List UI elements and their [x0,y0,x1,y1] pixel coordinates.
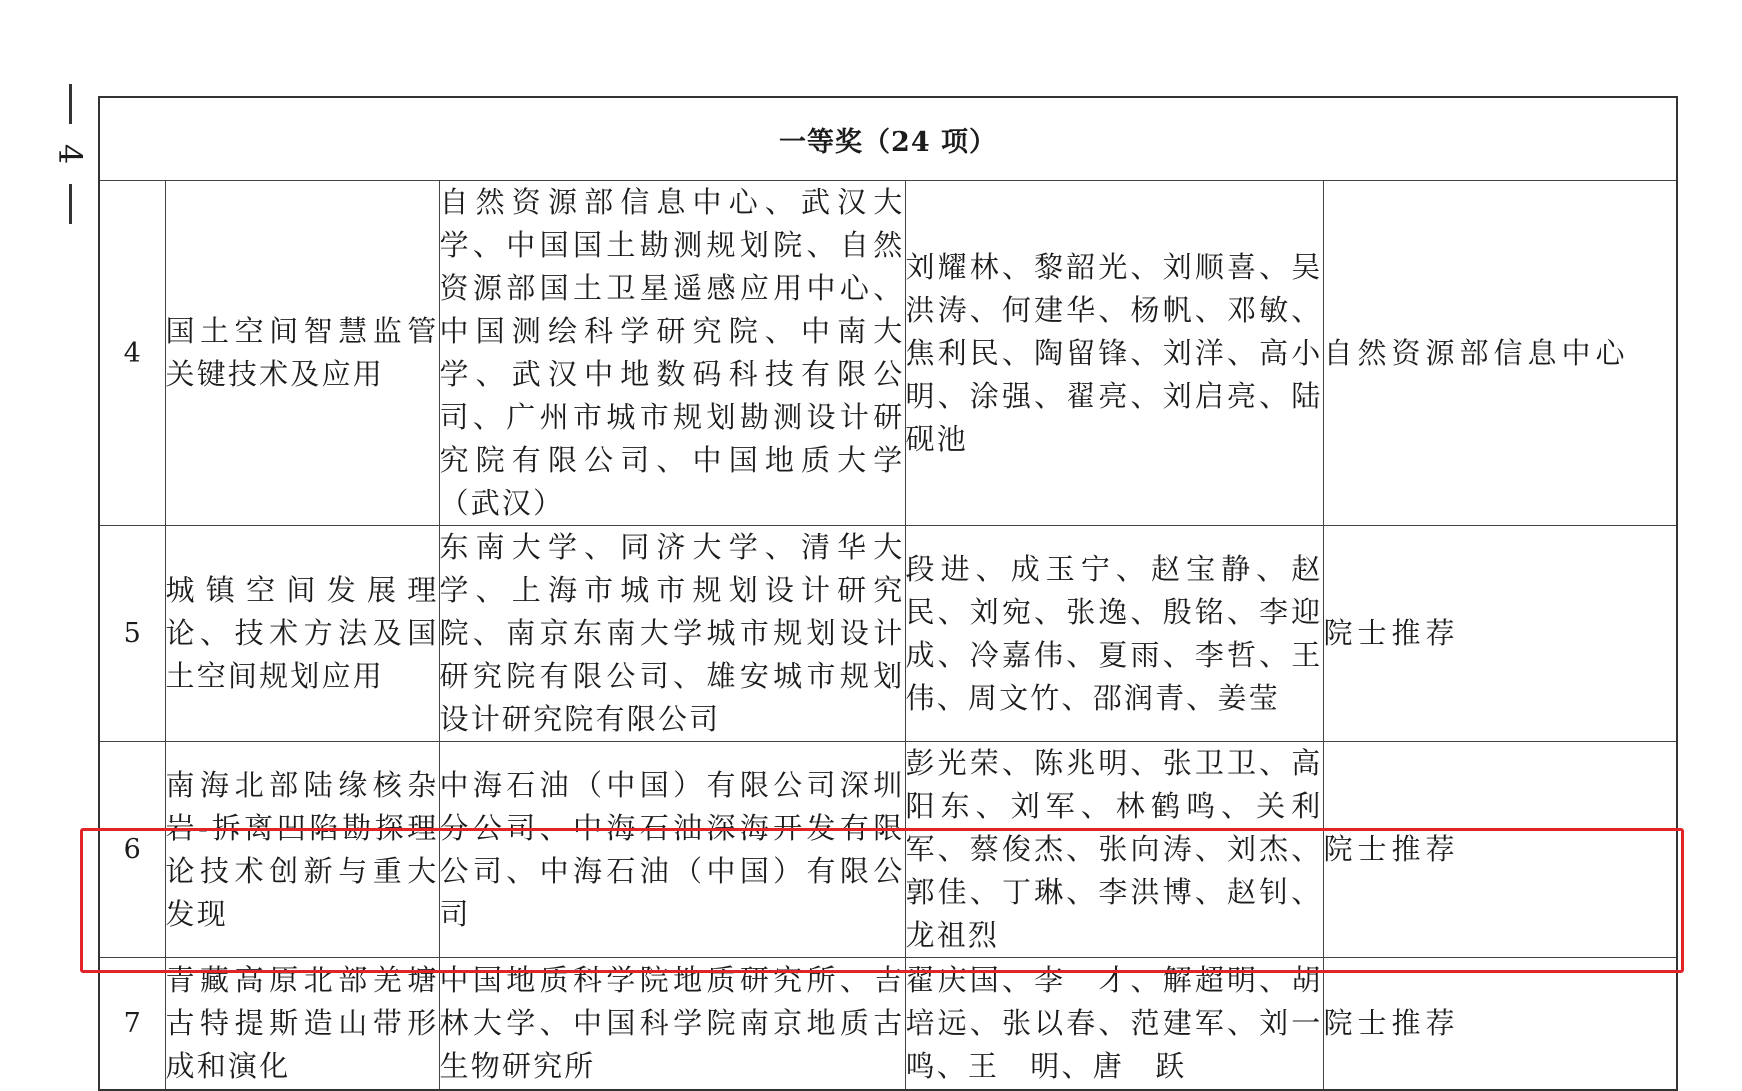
page-number-dash-top [69,84,72,124]
project-name: 城镇空间发展理论、技术方法及国土空间规划应用 [165,526,439,742]
completing-persons: 刘耀林、黎韶光、刘顺喜、吴洪涛、何建华、杨帆、邓敏、焦利民、陶留锋、刘洋、高小明、涂强、翟亮、刘启亮、陆砚池 [905,181,1323,526]
row-index: 6 [99,742,165,958]
completing-units: 中国地质科学院地质研究所、吉林大学、中国科学院南京地质古生物研究所 [439,958,905,1090]
recommender: 院士推荐 [1323,742,1677,958]
project-name: 青藏高原北部羌塘古特提斯造山带形成和演化 [165,958,439,1090]
table-row [99,181,1677,526]
page-number-value: 4 [50,143,89,165]
page-number [52,84,88,224]
completing-persons: 翟庆国、李 才、解超明、胡培远、张以春、范建军、刘一鸣、王 明、唐 跃 [905,958,1323,1090]
table-row [99,526,1677,742]
award-table [98,96,1678,1091]
page-number-dash-bottom [69,184,72,224]
row-index: 5 [99,526,165,742]
project-name: 国土空间智慧监管关键技术及应用 [165,181,439,526]
project-name: 南海北部陆缘核杂岩-拆离凹陷勘探理论技术创新与重大发现 [165,742,439,958]
recommender: 院士推荐 [1323,958,1677,1090]
completing-units: 自然资源部信息中心、武汉大学、中国国土勘测规划院、自然资源部国土卫星遥感应用中心、中国测绘科学研究院、中南大学、武汉中地数码科技有限公司、广州市城市规划勘测设计研究院有限公司、中国地质大学（武汉） [439,181,905,526]
row-index: 7 [99,958,165,1090]
recommender: 自然资源部信息中心 [1323,181,1677,526]
completing-persons: 段进、成玉宁、赵宝静、赵民、刘宛、张逸、殷铭、李迎成、冷嘉伟、夏雨、李哲、王伟、周文竹、邵润青、姜莹 [905,526,1323,742]
section-heading-row [99,97,1677,181]
section-heading: 一等奖（24 项） [99,97,1677,181]
completing-persons: 彭光荣、陈兆明、张卫卫、高阳东、刘军、林鹤鸣、关利军、蔡俊杰、张向涛、刘杰、郭佳、丁琳、李洪博、赵钊、龙祖烈 [905,742,1323,958]
row-index: 4 [99,181,165,526]
completing-units: 中海石油（中国）有限公司深圳分公司、中海石油深海开发有限公司、中海石油（中国）有限公司 [439,742,905,958]
recommender: 院士推荐 [1323,526,1677,742]
completing-units: 东南大学、同济大学、清华大学、上海市城市规划设计研究院、南京东南大学城市规划设计研究院有限公司、雄安城市规划设计研究院有限公司 [439,526,905,742]
table-row-highlighted [99,958,1677,1090]
table-row [99,742,1677,958]
